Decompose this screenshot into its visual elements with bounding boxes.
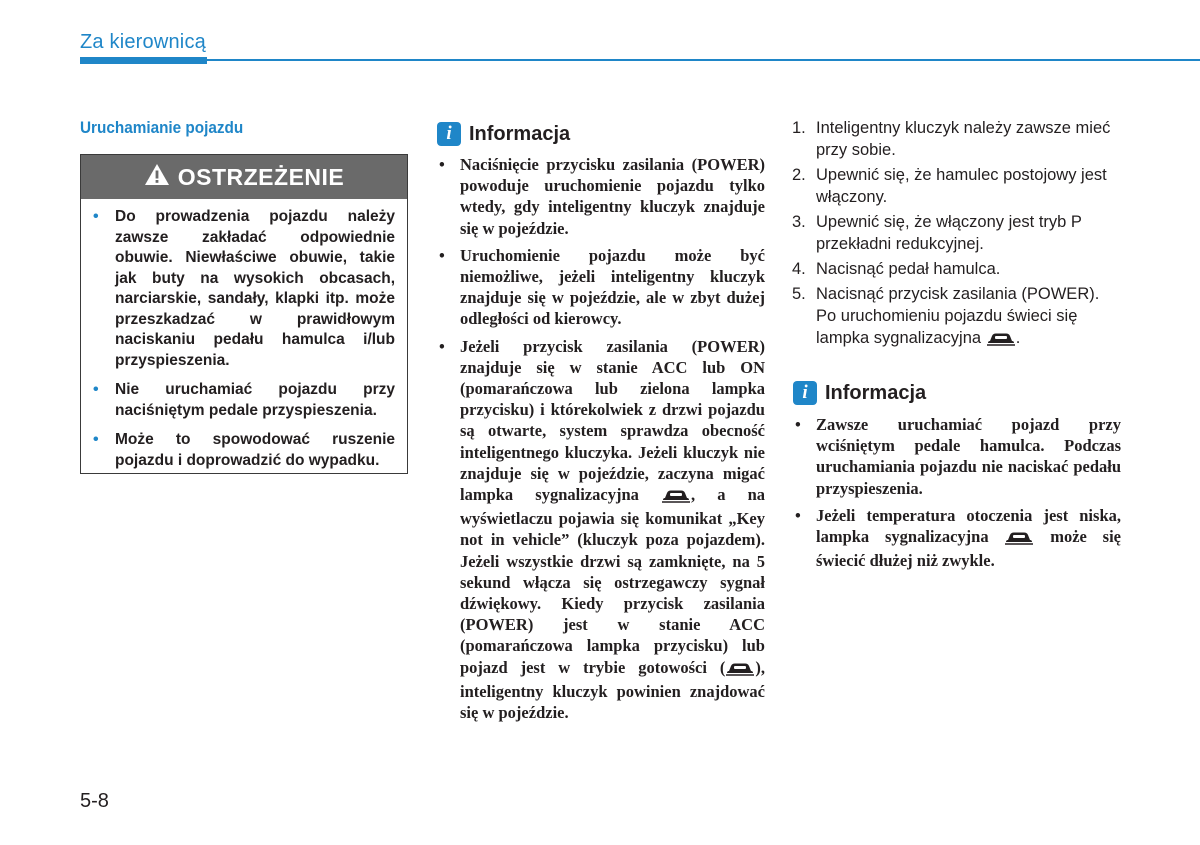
info-heading — [437, 122, 570, 146]
step-text-before: Nacisnąć przycisk zasilania (POWER). Po uruchomieniu pojazdu świeci się lampka sygnalizacyjna — [816, 285, 1100, 347]
warning-title: OSTRZEŻENIE — [177, 163, 345, 190]
warning-triangle-icon — [144, 163, 170, 191]
info-item: • Naciśnięcie przycisku zasilania (POWER) powoduje uruchomienie pojazdu tylko wtedy, gdy inteligentny kluczyk znajduje się w pojeździe. — [439, 155, 765, 238]
info-heading-2 — [793, 381, 926, 405]
info-item: • Jeżeli przycisk zasilania (POWER) znajduje się w stanie ACC lub ON (pomarańczowa lub zielona lampka przycisku) i którekolwiek z drzwi pojazdu są otwarte, system sprawdza obecność inteligentnego kluczyka. Jeżeli kluczyk nie znajduje się w pojeździe, zaczyna migać lampka sygnalizacyjna , a na wyświetlaczu pojawia się komunikat „Key not in vehicle” (kluczyk poza pojazdem). Jeżeli wszystkie drzwi są zamknięte, na 5 sekund włącza się ostrzegawczy sygnał dźwiękowy. Kiedy przycisk zasilania (POWER) jest w stanie ACC (pomarańczowa lampka przycisku) lub pojazd jest w trybie gotowości ( ), inteligentny kluczyk powinien znajdować się w pojeździe. — [439, 336, 765, 723]
chapter-title: Za kierownicą — [80, 31, 206, 53]
steps-list — [792, 117, 1121, 355]
step-item — [792, 117, 1121, 161]
info-title: Informacja — [469, 122, 571, 145]
warning-item: • Może to spowodować ruszenie pojazdu i doprowadzić do wypadku. — [93, 431, 395, 469]
warning-item: • Nie uruchamiać pojazdu przy naciśniętym pedale przyspieszenia. — [93, 381, 395, 419]
info-item-text-part2: może się świecić dłużej niż zwykle. — [816, 527, 1121, 571]
info-item-text-part2: , a na wyświetlaczu pojawia się komunikat „Key not in vehicle” (kluczyk poza pojazdem). Jeżeli wszystkie drzwi są zamknięte, na 5 sekund włącza się ostrzegawczy sygnał dźwiękowy. Kiedy przycisk zasilania (POWER) jest w stanie ACC (pomarańczowa lampka przycisku) lub pojazd jest w trybie gotowości ( — [460, 485, 765, 677]
step-text: Inteligentny kluczyk należy zawsze mieć przy sobie. — [816, 119, 1111, 159]
step-text: Upewnić się, że hamulec postojowy jest włączony. — [816, 166, 1107, 206]
info-item-text: Naciśnięcie przycisku zasilania (POWER) powoduje uruchomienie pojazdu tylko wtedy, gdy inteligentny kluczyk znajduje się w pojeździe. — [460, 155, 765, 238]
info-item: • Zawsze uruchamiać pojazd przy wciśniętym pedale hamulca. Podczas uruchamiania pojazdu nie naciskać pedału przyspieszenia. — [795, 415, 1121, 498]
info-item-text-part3: ), inteligentny kluczyk powinien znajdować się w pojeździe. — [460, 657, 765, 723]
step-item — [792, 283, 1121, 352]
info-icon: i — [437, 122, 461, 146]
step-text: Nacisnąć pedał hamulca. — [816, 260, 1001, 278]
car-indicator-icon — [1004, 529, 1034, 550]
page-number: 5-8 — [80, 790, 109, 812]
info-item-text: Uruchomienie pojazdu może być niemożliwe, jeżeli inteligentny kluczyk znajduje się w pojeździe, ale w zbyt dużej odległości od kierowcy. — [460, 245, 765, 329]
warning-box — [80, 154, 408, 474]
car-indicator-icon — [661, 487, 691, 508]
car-indicator-icon — [986, 330, 1016, 352]
info-item: • Jeżeli temperatura otoczenia jest niska, lampka sygnalizacyjna może się świecić dłużej niż zwykle. — [795, 505, 1121, 571]
info-item: • Uruchomienie pojazdu może być niemożliwe, jeżeli inteligentny kluczyk znajduje się w pojeździe, ale w zbyt dużej odległości od kierowcy. — [439, 245, 765, 329]
warning-item-text: Może to spowodować ruszenie pojazdu i doprowadzić do wypadku. — [115, 431, 395, 469]
step-number: 4. — [792, 260, 806, 278]
info-icon: i — [793, 381, 817, 405]
info-item-text: Zawsze uruchamiać pojazd przy wciśniętym pedale hamulca. Podczas uruchamiania pojazdu nie naciskać pedału przyspieszenia. — [816, 415, 1121, 498]
warning-list — [81, 199, 407, 471]
info-list-2 — [793, 414, 1121, 577]
header-tab-bar — [80, 57, 207, 64]
step-text: Upewnić się, że włączony jest tryb P przekładni redukcyjnej. — [816, 213, 1082, 253]
step-item — [792, 164, 1121, 208]
step-number: 1. — [792, 119, 806, 137]
header-divider — [80, 59, 1200, 61]
warning-item-text: Do prowadzenia pojazdu należy zawsze zakładać odpowiednie obuwie. Niewłaściwe obuwie, takie jak buty na wysokich obcasach, narciarskie, sandały, klapki itp. może przeszkadzać w prawidłowym naciskaniu pedału hamulca i/lub przyspieszenia. — [115, 208, 395, 369]
step-number: 3. — [792, 213, 806, 231]
info-item-text-part1: Jeżeli przycisk zasilania (POWER) znajduje się w stanie ACC lub ON (pomarańczowa lub zielona lampka przycisku) i którekolwiek z drzwi pojazdu są otwarte, system sprawdza obecność inteligentnego kluczyka. Jeżeli kluczyk nie znajduje się w pojeździe, zaczyna migać lampka sygnalizacyjna — [460, 336, 765, 505]
step-number: 5. — [792, 285, 806, 303]
info-title-2: Informacja — [825, 381, 927, 404]
section-title: Uruchamianie pojazdu — [80, 118, 244, 137]
warning-item: • Do prowadzenia pojazdu należy zawsze zakładać odpowiednie obuwie. Niewłaściwe obuwie, takie jak buty na wysokich obcasach, narciarskie, sandały, klapki itp. może przeszkadzać w prawidłowym naciskaniu pedału hamulca i/lub przyspieszenia. — [93, 208, 395, 369]
step-item — [792, 211, 1121, 255]
car-indicator-icon — [725, 660, 755, 681]
step-number: 2. — [792, 166, 806, 184]
step-text-after: . — [1015, 329, 1021, 347]
info-item-text-part1: Jeżeli temperatura otoczenia jest niska, lampka sygnalizacyjna — [816, 505, 1121, 547]
warning-header — [81, 155, 407, 199]
warning-item-text: Nie uruchamiać pojazdu przy naciśniętym pedale przyspieszenia. — [115, 381, 395, 419]
step-item — [792, 258, 1121, 280]
info-list — [437, 154, 765, 729]
